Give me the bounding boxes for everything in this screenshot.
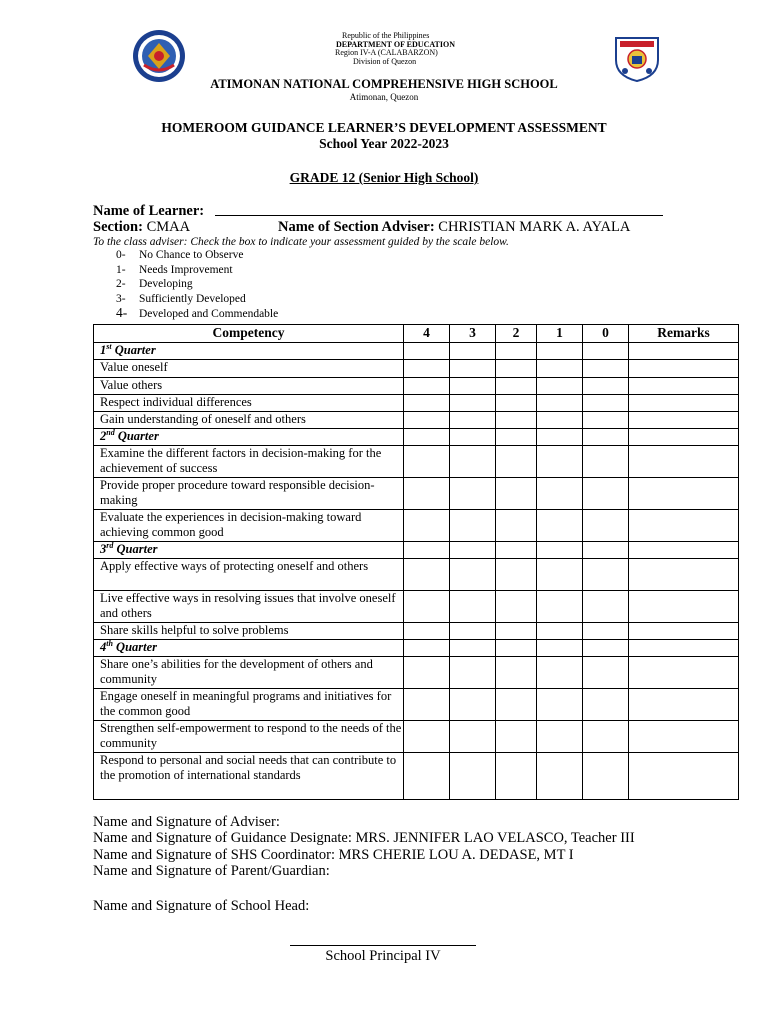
competency-row [94,623,739,640]
rating-checkbox-cell[interactable] [404,446,450,478]
rating-checkbox-cell[interactable] [496,559,537,591]
principal-title: School Principal IV [325,948,441,964]
rating-cell[interactable] [496,640,537,657]
remarks-cell[interactable] [629,591,739,623]
rating-cell[interactable] [450,640,496,657]
header-remarks: Remarks [629,325,739,343]
division-text: Division of Quezon [353,57,417,66]
rating-scale [116,248,278,322]
document-title: HOMEROOM GUIDANCE LEARNER’S DEVELOPMENT ASSESSMENT [161,120,607,135]
rating-checkbox-cell[interactable] [404,478,450,510]
competency-label: Share one’s abilities for the development of others and community [94,657,404,689]
rating-checkbox-cell[interactable] [404,753,450,800]
rating-cell[interactable] [629,542,739,559]
rating-checkbox-cell[interactable] [450,559,496,591]
grade-level: GRADE 12 (Senior High School) [289,170,479,185]
coordinator-signature: Name and Signature of SHS Coordinator: MRS CHERIE LOU A. DEDASE, MT I [93,847,574,863]
republic-text: Republic of the Philippines [342,31,430,40]
rating-checkbox-cell[interactable] [496,753,537,800]
rating-cell[interactable] [629,343,739,360]
remarks-cell[interactable] [629,360,739,378]
rating-checkbox-cell[interactable] [450,412,496,429]
competency-row [94,395,739,412]
rating-checkbox-cell[interactable] [537,378,583,395]
section-field [93,219,190,236]
rating-checkbox-cell[interactable] [537,395,583,412]
rating-checkbox-cell[interactable] [450,446,496,478]
rating-checkbox-cell[interactable] [537,559,583,591]
rating-checkbox-cell[interactable] [537,510,583,542]
rating-checkbox-cell[interactable] [404,657,450,689]
rating-checkbox-cell[interactable] [404,721,450,753]
adviser-signature: Name and Signature of Adviser: [93,814,280,830]
learner-name-line[interactable] [215,215,663,216]
remarks-cell[interactable] [629,623,739,640]
rating-checkbox-cell[interactable] [404,623,450,640]
rating-checkbox-cell[interactable] [450,753,496,800]
rating-checkbox-cell[interactable] [496,657,537,689]
competency-label: Evaluate the experiences in decision-making toward achieving common good [94,510,404,542]
rating-cell[interactable] [450,429,496,446]
adviser-label: Name of Section Adviser: [278,219,435,235]
rating-checkbox-cell[interactable] [496,623,537,640]
competency-row [94,360,739,378]
competency-label: Value others [94,378,404,395]
scale-item: 3- Sufficiently Developed [116,292,246,305]
school-seal-logo [612,34,662,82]
remarks-cell[interactable] [629,478,739,510]
rating-checkbox-cell[interactable] [496,689,537,721]
rating-checkbox-cell[interactable] [537,753,583,800]
remarks-cell[interactable] [629,753,739,800]
remarks-cell[interactable] [629,395,739,412]
rating-checkbox-cell[interactable] [537,360,583,378]
quarter-label: 3rd Quarter [94,542,404,559]
rating-checkbox-cell[interactable] [583,446,629,478]
remarks-cell[interactable] [629,559,739,591]
rating-cell[interactable] [583,343,629,360]
rating-cell[interactable] [404,429,450,446]
rating-checkbox-cell[interactable] [496,478,537,510]
rating-checkbox-cell[interactable] [404,360,450,378]
remarks-cell[interactable] [629,689,739,721]
rating-cell[interactable] [537,542,583,559]
competency-label: Share skills helpful to solve problems [94,623,404,640]
header-rating-3: 3 [450,325,496,343]
competency-label: Provide proper procedure toward responsible decision-making [94,478,404,510]
rating-checkbox-cell[interactable] [450,360,496,378]
rating-checkbox-cell[interactable] [404,395,450,412]
rating-checkbox-cell[interactable] [583,559,629,591]
remarks-cell[interactable] [629,510,739,542]
competency-label: Value oneself [94,360,404,378]
scale-item: 4- Developed and Commendable [116,305,279,320]
rating-cell[interactable] [583,640,629,657]
rating-cell[interactable] [583,542,629,559]
rating-checkbox-cell[interactable] [583,721,629,753]
adviser-field [278,219,630,236]
rating-checkbox-cell[interactable] [537,591,583,623]
header-rating-0: 0 [583,325,629,343]
remarks-cell[interactable] [629,378,739,395]
remarks-cell[interactable] [629,721,739,753]
rating-checkbox-cell[interactable] [583,395,629,412]
rating-checkbox-cell[interactable] [537,478,583,510]
rating-checkbox-cell[interactable] [496,412,537,429]
competency-label: Gain understanding of oneself and others [94,412,404,429]
rating-cell[interactable] [404,542,450,559]
rating-checkbox-cell[interactable] [583,591,629,623]
rating-checkbox-cell[interactable] [537,689,583,721]
header-rating-4: 4 [404,325,450,343]
rating-cell[interactable] [450,542,496,559]
parent-signature: Name and Signature of Parent/Guardian: [93,863,330,879]
rating-checkbox-cell[interactable] [450,623,496,640]
rating-checkbox-cell[interactable] [496,446,537,478]
quarter-row [94,343,739,360]
rating-cell[interactable] [404,343,450,360]
rating-checkbox-cell[interactable] [496,378,537,395]
rating-checkbox-cell[interactable] [450,478,496,510]
competency-row [94,378,739,395]
competency-label: Apply effective ways of protecting oneself and others [94,559,404,591]
header-rating-2: 2 [496,325,537,343]
rating-cell[interactable] [537,429,583,446]
remarks-cell[interactable] [629,657,739,689]
learner-name-label: Name of Learner: [93,203,205,219]
deped-seal-logo [130,29,188,83]
rating-checkbox-cell[interactable] [496,510,537,542]
rating-cell[interactable] [404,640,450,657]
rating-checkbox-cell[interactable] [496,395,537,412]
region-text: Region IV-A (CALABARZON) [335,48,438,57]
rating-checkbox-cell[interactable] [496,721,537,753]
rating-checkbox-cell[interactable] [537,721,583,753]
rating-cell[interactable] [583,429,629,446]
competency-row [94,412,739,429]
rating-checkbox-cell[interactable] [583,657,629,689]
competency-label: Strengthen self-empowerment to respond to the needs of the community [94,721,404,753]
rating-checkbox-cell[interactable] [496,591,537,623]
rating-checkbox-cell[interactable] [404,510,450,542]
rating-checkbox-cell[interactable] [583,623,629,640]
rating-checkbox-cell[interactable] [450,657,496,689]
competency-row [94,689,739,721]
rating-checkbox-cell[interactable] [404,689,450,721]
rating-checkbox-cell[interactable] [404,412,450,429]
rating-checkbox-cell[interactable] [583,689,629,721]
rating-cell[interactable] [537,640,583,657]
header-competency: Competency [94,325,404,343]
rating-checkbox-cell[interactable] [450,510,496,542]
rating-cell[interactable] [496,343,537,360]
rating-checkbox-cell[interactable] [404,378,450,395]
competency-row [94,753,739,800]
scale-item: 2- Developing [116,278,193,290]
quarter-row [94,429,739,446]
rating-checkbox-cell[interactable] [450,395,496,412]
competency-label: Examine the different factors in decision-making for the achievement of success [94,446,404,478]
rating-checkbox-cell[interactable] [450,378,496,395]
competency-row [94,721,739,753]
competency-label: Respect individual differences [94,395,404,412]
rating-checkbox-cell[interactable] [583,753,629,800]
rating-checkbox-cell[interactable] [583,510,629,542]
quarter-label: 2nd Quarter [94,429,404,446]
rating-cell[interactable] [496,542,537,559]
rating-cell[interactable] [537,343,583,360]
competency-table [93,324,739,800]
rating-checkbox-cell[interactable] [537,446,583,478]
school-name: ATIMONAN NATIONAL COMPREHENSIVE HIGH SCHOOL [210,77,558,91]
guidance-signature: Name and Signature of Guidance Designate: MRS. JENNIFER LAO VELASCO, Teacher III [93,830,635,846]
department-text: DEPARTMENT OF EDUCATION [336,40,455,49]
quarter-row [94,640,739,657]
competency-row [94,559,739,591]
quarter-label: 4th Quarter [94,640,404,657]
rating-checkbox-cell[interactable] [496,360,537,378]
competency-row [94,478,739,510]
rating-cell[interactable] [629,429,739,446]
competency-label: Live effective ways in resolving issues that involve oneself and others [94,591,404,623]
section-value: CMAA [142,219,191,235]
rating-checkbox-cell[interactable] [583,478,629,510]
instructions-text: To the class adviser: Check the box to indicate your assessment guided by the scale below. [93,236,509,248]
rating-checkbox-cell[interactable] [537,657,583,689]
quarter-label: 1st Quarter [94,343,404,360]
remarks-cell[interactable] [629,412,739,429]
rating-checkbox-cell[interactable] [450,689,496,721]
table-header-row [94,325,739,343]
adviser-value: CHRISTIAN MARK A. AYALA [434,219,631,235]
school-head-signature: Name and Signature of School Head: [93,898,310,914]
rating-checkbox-cell[interactable] [583,360,629,378]
competency-row [94,446,739,478]
rating-checkbox-cell[interactable] [583,412,629,429]
competency-label: Engage oneself in meaningful programs and initiatives for the common good [94,689,404,721]
rating-checkbox-cell[interactable] [537,623,583,640]
competency-row [94,591,739,623]
header-rating-1: 1 [537,325,583,343]
rating-cell[interactable] [629,640,739,657]
rating-cell[interactable] [450,343,496,360]
school-year: School Year 2022-2023 [319,136,449,151]
competency-row [94,510,739,542]
principal-signature-line[interactable] [290,945,476,946]
rating-checkbox-cell[interactable] [404,559,450,591]
scale-item: 1- Needs Improvement [116,263,233,276]
rating-cell[interactable] [496,429,537,446]
competency-label: Respond to personal and social needs that can contribute to the promotion of international standards [94,753,404,800]
rating-checkbox-cell[interactable] [537,412,583,429]
rating-checkbox-cell[interactable] [404,591,450,623]
rating-checkbox-cell[interactable] [450,721,496,753]
rating-checkbox-cell[interactable] [583,378,629,395]
remarks-cell[interactable] [629,446,739,478]
school-location: Atimonan, Quezon [349,92,419,102]
scale-item: 0- No Chance to Observe [116,249,244,261]
section-label: Section: [93,219,143,235]
competency-row [94,657,739,689]
rating-checkbox-cell[interactable] [450,591,496,623]
quarter-row [94,542,739,559]
